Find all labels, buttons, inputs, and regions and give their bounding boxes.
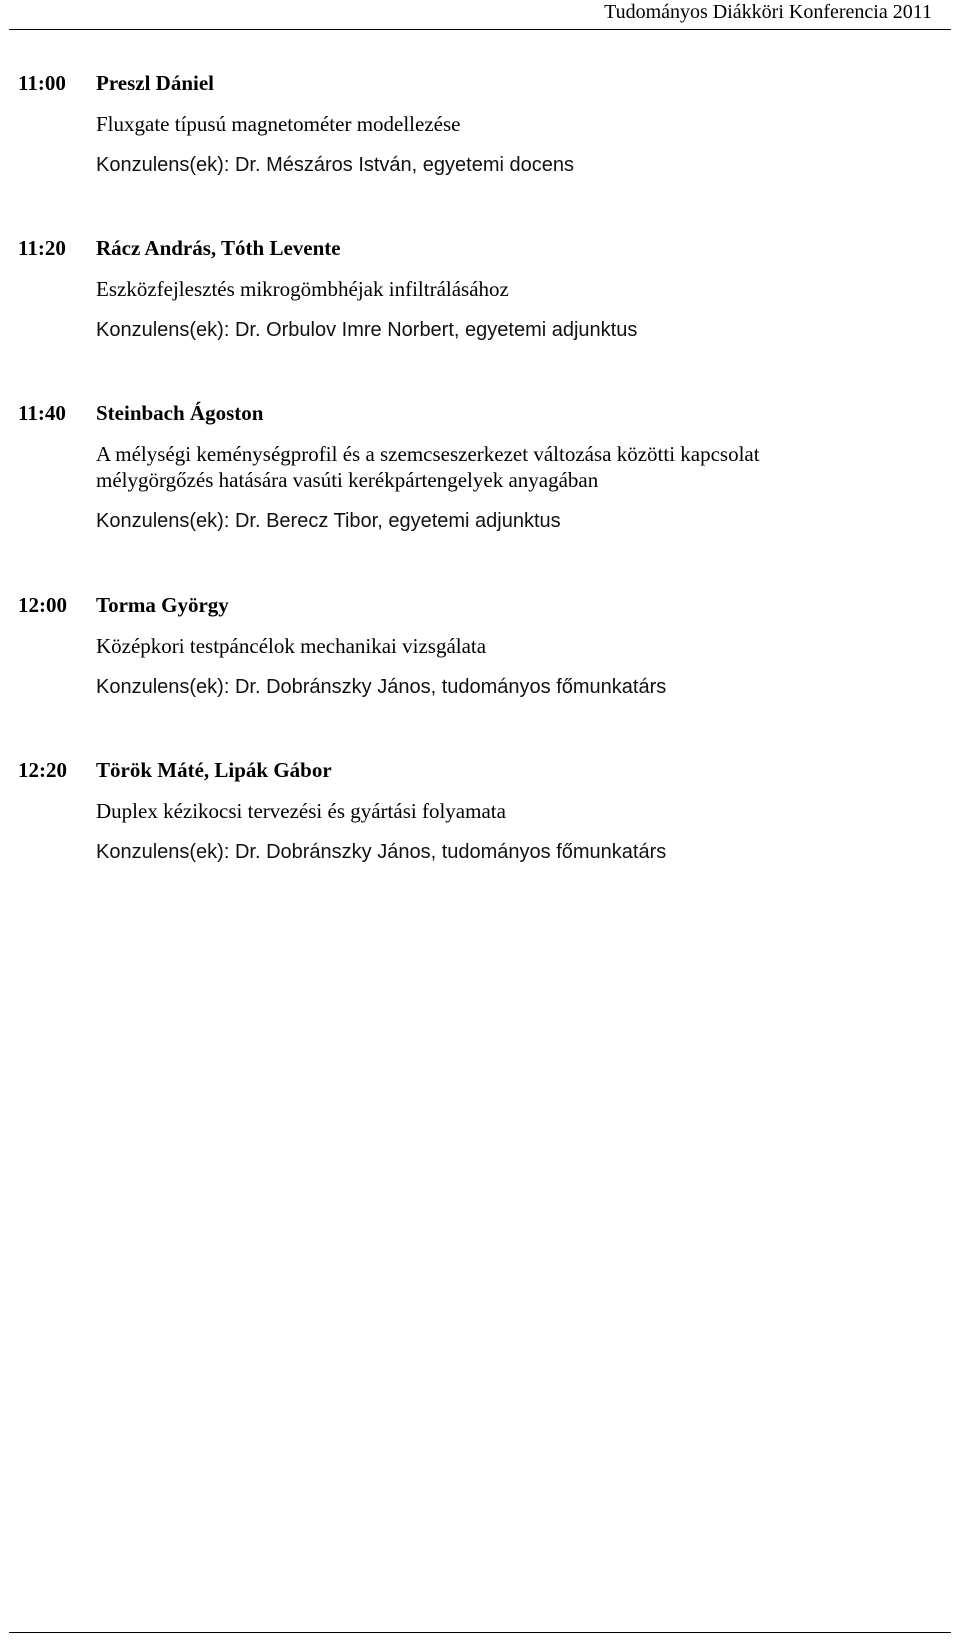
running-header-title: Tudományos Diákköri Konferencia 2011 — [604, 1, 932, 23]
entry-title: A mélységi keménységprofil és a szemcseszerkezet változása közötti kapcsolat mélygörgőzés hatására vasúti kerékpártengelyek anyagában — [96, 442, 760, 492]
entry-time: 12:20 — [18, 758, 67, 782]
header-rule — [9, 29, 951, 30]
entry-authors: Torma György — [96, 593, 229, 617]
entry-advisor: Konzulens(ek): Dr. Dobránszky János, tudományos főmunkatárs — [96, 841, 667, 863]
schedule-entry — [18, 755, 938, 867]
entry-title: Duplex kézikocsi tervezési és gyártási folyamata — [96, 799, 506, 823]
entry-title: Eszközfejlesztés mikrogömbhéjak infiltrálásához — [96, 277, 509, 301]
entry-advisor: Konzulens(ek): Dr. Orbulov Imre Norbert, egyetemi adjunktus — [96, 319, 638, 341]
schedule-entry — [18, 590, 938, 702]
entry-advisor: Konzulens(ek): Dr. Berecz Tibor, egyetemi adjunktus — [96, 510, 561, 532]
schedule-entry — [18, 398, 938, 536]
entry-authors: Steinbach Ágoston — [96, 401, 264, 425]
entry-heading — [18, 68, 938, 98]
entry-time: 11:20 — [18, 236, 66, 260]
entry-heading — [18, 233, 938, 263]
entry-advisor: Konzulens(ek): Dr. Mészáros István, egyetemi docens — [96, 154, 574, 176]
schedule-entry — [18, 233, 938, 345]
entry-heading — [18, 590, 938, 620]
entry-authors: Rácz András, Tóth Levente — [96, 236, 341, 260]
schedule-entry — [18, 68, 938, 180]
entry-time: 11:40 — [18, 401, 66, 425]
entry-time: 11:00 — [18, 71, 66, 95]
footer-rule — [9, 1632, 951, 1633]
entry-time: 12:00 — [18, 593, 67, 617]
entry-heading — [18, 755, 938, 785]
entry-authors: Preszl Dániel — [96, 71, 215, 95]
entry-authors: Török Máté, Lipák Gábor — [96, 758, 332, 782]
entry-advisor: Konzulens(ek): Dr. Dobránszky János, tudományos főmunkatárs — [96, 676, 667, 698]
entry-title: Középkori testpáncélok mechanikai vizsgálata — [96, 634, 487, 658]
entry-heading — [18, 398, 938, 428]
entry-title: Fluxgate típusú magnetométer modellezése — [96, 112, 461, 136]
